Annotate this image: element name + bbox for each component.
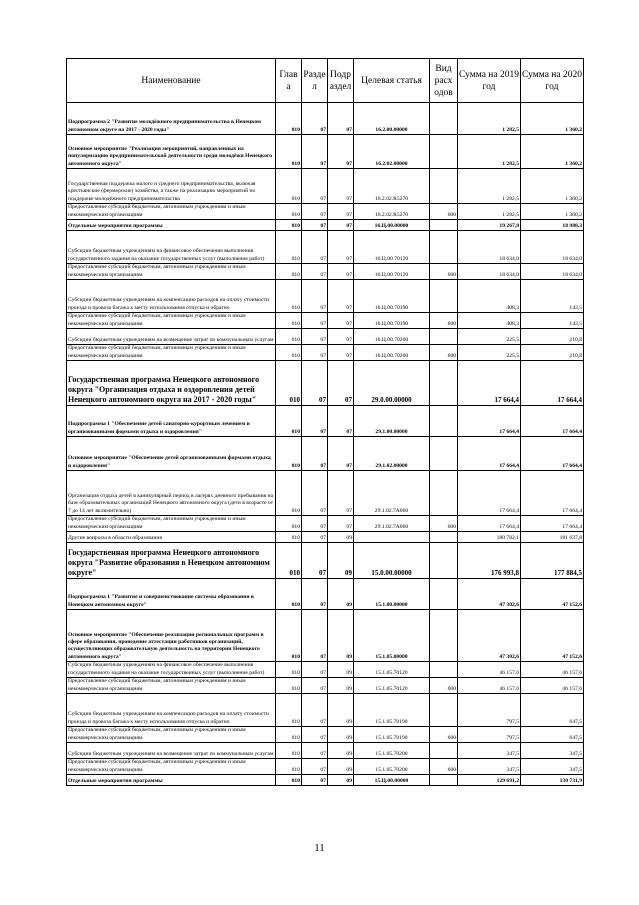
- cell-podrazdel: 07: [328, 135, 354, 169]
- cell-glava: 010: [276, 135, 302, 169]
- cell-article: 16.Ц.00.70190: [354, 280, 430, 313]
- cell-name: Предоставление субсидий бюджетным, автономным учреждениям и иным некоммерческим организациям: [67, 678, 276, 694]
- cell-article: 29.1.02.7А060: [354, 516, 430, 532]
- col-header-name: Наименование: [67, 59, 276, 103]
- col-header-glava: Глав а: [276, 59, 302, 103]
- cell-podrazdel: 07: [328, 361, 354, 406]
- table-row: [67, 313, 584, 329]
- cell-podrazdel: 09: [328, 579, 354, 610]
- cell-vid: [430, 532, 458, 543]
- cell-vid: 600: [430, 313, 458, 329]
- cell-glava: 010: [276, 694, 302, 727]
- table-row: [67, 204, 584, 220]
- cell-name: Отдельные мероприятия программы: [67, 775, 276, 786]
- cell-podrazdel: 07: [328, 280, 354, 313]
- table-row: [67, 471, 584, 516]
- cell-glava: 010: [276, 313, 302, 329]
- cell-sum2020: 1 360,2: [521, 204, 584, 220]
- cell-sum2020: 17 664,4: [521, 406, 584, 437]
- table-row: [67, 220, 584, 231]
- cell-glava: 010: [276, 610, 302, 662]
- cell-vid: [430, 694, 458, 727]
- cell-razdel: 07: [302, 516, 328, 532]
- cell-sum2019: 17 664,4: [458, 406, 521, 437]
- cell-article: 16.Ц.00.70200: [354, 329, 430, 345]
- cell-vid: [430, 437, 458, 471]
- cell-sum2019: 797,5: [458, 727, 521, 743]
- cell-article: 16.Ц.00.00000: [354, 220, 430, 231]
- cell-podrazdel: 07: [328, 231, 354, 264]
- cell-glava: 010: [276, 437, 302, 471]
- cell-razdel: 07: [302, 231, 328, 264]
- cell-sum2020: 210,8: [521, 345, 584, 361]
- table-header-row: [67, 59, 584, 103]
- cell-razdel: 07: [302, 532, 328, 543]
- cell-podrazdel: 09: [328, 543, 354, 579]
- cell-vid: [430, 135, 458, 169]
- cell-podrazdel: 07: [328, 516, 354, 532]
- cell-razdel: 07: [302, 169, 328, 204]
- cell-razdel: 07: [302, 264, 328, 280]
- cell-name: Основное мероприятие "Обеспечение реализации региональных программ в сфере образования, проведение аттестации работников организаций, осуществляющих образовательную деятельность на территории Ненецкого автономного округа": [67, 610, 276, 662]
- cell-name: Основное мероприятие "Обеспечение детей организованными формами отдыха и оздоровления": [67, 437, 276, 471]
- cell-sum2019: 46 157,6: [458, 678, 521, 694]
- cell-razdel: 07: [302, 329, 328, 345]
- cell-sum2019: 225,5: [458, 329, 521, 345]
- cell-sum2020: 143,5: [521, 280, 584, 313]
- cell-vid: [430, 329, 458, 345]
- cell-article: 15.1.05.70190: [354, 694, 430, 727]
- cell-podrazdel: 09: [328, 678, 354, 694]
- cell-podrazdel: 09: [328, 610, 354, 662]
- cell-article: 15.1.05.70200: [354, 759, 430, 775]
- cell-name: Субсидии бюджетным учреждениям на компенсацию расходов на оплату стоимости проезда и провоза багажа к месту использования отпуска и обратно: [67, 280, 276, 313]
- cell-article: 15.1.05.70120: [354, 662, 430, 678]
- cell-sum2019: 1 282,5: [458, 204, 521, 220]
- cell-article: 29.1.00.00000: [354, 406, 430, 437]
- cell-podrazdel: 09: [328, 727, 354, 743]
- cell-sum2019: 408,3: [458, 280, 521, 313]
- cell-name: Субсидии бюджетным учреждениям на компенсацию расходов на оплату стоимости проезда и провоза багажа к месту использования отпуска и обратно: [67, 694, 276, 727]
- cell-sum2020: 17 664,4: [521, 437, 584, 471]
- cell-podrazdel: 07: [328, 264, 354, 280]
- cell-sum2020: 17 664,4: [521, 471, 584, 516]
- cell-sum2020: 18 988,3: [521, 220, 584, 231]
- cell-glava: 010: [276, 678, 302, 694]
- cell-vid: [430, 579, 458, 610]
- table-body: [67, 103, 584, 786]
- cell-razdel: 07: [302, 694, 328, 727]
- cell-sum2019: 129 691,2: [458, 775, 521, 786]
- cell-name: Отдельные мероприятия программы: [67, 220, 276, 231]
- cell-sum2020: 130 731,9: [521, 775, 584, 786]
- cell-sum2019: 17 664,4: [458, 516, 521, 532]
- cell-vid: 600: [430, 204, 458, 220]
- cell-sum2019: 46 157,6: [458, 662, 521, 678]
- page-number: 11: [314, 842, 325, 854]
- cell-sum2019: 408,3: [458, 313, 521, 329]
- cell-sum2019: 17 664,4: [458, 437, 521, 471]
- cell-podrazdel: 09: [328, 662, 354, 678]
- cell-article: 16.Ц.00.70120: [354, 231, 430, 264]
- cell-glava: 010: [276, 743, 302, 759]
- cell-vid: [430, 280, 458, 313]
- cell-razdel: 07: [302, 678, 328, 694]
- cell-name: Предоставление субсидий бюджетным, автономным учреждениям и иным некоммерческим организациям: [67, 516, 276, 532]
- cell-vid: 600: [430, 759, 458, 775]
- table-row: [67, 694, 584, 727]
- cell-razdel: 07: [302, 204, 328, 220]
- cell-name: Предоставление субсидий бюджетным, автономным учреждениям и иным некоммерческим организациям: [67, 345, 276, 361]
- cell-name: Подпрограмма 1 "Развитие и совершенствование системы образования в Ненецком автономном округе": [67, 579, 276, 610]
- cell-sum2019: 47 302,6: [458, 579, 521, 610]
- cell-sum2019: 18 634,0: [458, 231, 521, 264]
- cell-sum2019: 1 282,5: [458, 103, 521, 135]
- table-row: [67, 406, 584, 437]
- cell-glava: 010: [276, 532, 302, 543]
- table-row: [67, 532, 584, 543]
- cell-sum2020: 647,5: [521, 694, 584, 727]
- cell-podrazdel: 07: [328, 406, 354, 437]
- cell-razdel: 07: [302, 135, 328, 169]
- cell-vid: 600: [430, 264, 458, 280]
- cell-sum2020: 18 634,0: [521, 231, 584, 264]
- cell-name: Организация отдыха детей в каникулярный период в лагерях дневного пребывания на базе образовательных организаций Ненецкого автономного округа (дети в возрасте от 7 до 14 лет включительно): [67, 471, 276, 516]
- cell-glava: 010: [276, 231, 302, 264]
- table-row: [67, 437, 584, 471]
- cell-vid: [430, 743, 458, 759]
- cell-vid: [430, 775, 458, 786]
- cell-sum2020: 18 634,0: [521, 264, 584, 280]
- table-row: [67, 345, 584, 361]
- cell-razdel: 07: [302, 775, 328, 786]
- cell-name: Предоставление субсидий бюджетным, автономным учреждениям и иным некоммерческим организациям: [67, 204, 276, 220]
- table-row: [67, 231, 584, 264]
- cell-sum2019: 797,5: [458, 694, 521, 727]
- cell-sum2020: 143,5: [521, 313, 584, 329]
- cell-razdel: 07: [302, 103, 328, 135]
- cell-glava: 010: [276, 543, 302, 579]
- cell-name: Государственная программа Ненецкого автономного округа "Организация отдыха и оздоровления детей Ненецкого автономного округа на 2017 - 2020 годы": [67, 361, 276, 406]
- cell-name: Другие вопросы в области образования: [67, 532, 276, 543]
- cell-article: 16.Ц.00.70200: [354, 345, 430, 361]
- col-header-podrazdel: Подр аздел: [328, 59, 354, 103]
- cell-sum2020: 1 360,2: [521, 103, 584, 135]
- cell-vid: [430, 406, 458, 437]
- cell-podrazdel: 09: [328, 775, 354, 786]
- cell-razdel: 07: [302, 610, 328, 662]
- cell-podrazdel: 07: [328, 204, 354, 220]
- cell-article: 16.2.00.00000: [354, 103, 430, 135]
- table-row: [67, 329, 584, 345]
- cell-razdel: 07: [302, 543, 328, 579]
- cell-sum2019: 225,5: [458, 345, 521, 361]
- cell-razdel: 07: [302, 437, 328, 471]
- col-header-article: Целевая статья: [354, 59, 430, 103]
- cell-vid: 600: [430, 678, 458, 694]
- cell-article: 15.1.05.70190: [354, 727, 430, 743]
- table-row: [67, 743, 584, 759]
- cell-article: 15.Ц.00.00000: [354, 775, 430, 786]
- cell-podrazdel: 09: [328, 759, 354, 775]
- cell-article: 15.1.00.00000: [354, 579, 430, 610]
- cell-name: Предоставление субсидий бюджетным, автономным учреждениям и иным некоммерческим организациям: [67, 313, 276, 329]
- cell-podrazdel: 07: [328, 471, 354, 516]
- cell-vid: 600: [430, 516, 458, 532]
- cell-glava: 010: [276, 727, 302, 743]
- cell-glava: 010: [276, 406, 302, 437]
- cell-sum2020: 210,8: [521, 329, 584, 345]
- cell-sum2019: 17 664,4: [458, 361, 521, 406]
- cell-podrazdel: 09: [328, 532, 354, 543]
- col-header-sum2019: Сумма на 2019 год: [458, 59, 521, 103]
- cell-sum2019: 176 993,8: [458, 543, 521, 579]
- table-row: [67, 610, 584, 662]
- cell-sum2020: 347,5: [521, 759, 584, 775]
- cell-sum2020: 1 360,2: [521, 135, 584, 169]
- cell-vid: [430, 361, 458, 406]
- table-row: [67, 169, 584, 204]
- cell-article: 15.0.00.00000: [354, 543, 430, 579]
- cell-glava: 010: [276, 775, 302, 786]
- cell-article: [354, 532, 430, 543]
- cell-podrazdel: 07: [328, 437, 354, 471]
- cell-podrazdel: 07: [328, 313, 354, 329]
- cell-sum2019: 1 282,5: [458, 135, 521, 169]
- cell-sum2020: 347,5: [521, 743, 584, 759]
- cell-sum2019: 47 302,6: [458, 610, 521, 662]
- cell-razdel: 07: [302, 313, 328, 329]
- cell-sum2019: 1 282,5: [458, 169, 521, 204]
- cell-vid: [430, 662, 458, 678]
- cell-sum2019: 18 634,0: [458, 264, 521, 280]
- cell-article: 16.Ц.00.70190: [354, 313, 430, 329]
- cell-article: 29.0.00.00000: [354, 361, 430, 406]
- cell-glava: 010: [276, 169, 302, 204]
- cell-glava: 010: [276, 516, 302, 532]
- table-row: [67, 662, 584, 678]
- cell-sum2020: 181 637,8: [521, 532, 584, 543]
- cell-glava: 010: [276, 264, 302, 280]
- cell-name: Предоставление субсидий бюджетным, автономным учреждениям и иным некоммерческим организациям: [67, 264, 276, 280]
- cell-name: Субсидии бюджетным учреждениям на возмещение затрат по коммунальным услугам: [67, 743, 276, 759]
- cell-article: 15.1.05.00000: [354, 610, 430, 662]
- table-row: [67, 678, 584, 694]
- cell-podrazdel: 09: [328, 743, 354, 759]
- cell-glava: 010: [276, 204, 302, 220]
- cell-vid: [430, 220, 458, 231]
- table-row: [67, 280, 584, 313]
- cell-vid: 600: [430, 345, 458, 361]
- table-row: [67, 516, 584, 532]
- col-header-vid: Вид расх одов: [430, 59, 458, 103]
- cell-vid: [430, 169, 458, 204]
- cell-podrazdel: 07: [328, 169, 354, 204]
- cell-article: 15.1.05.70200: [354, 743, 430, 759]
- cell-name: Подпрограмма 2 "Развитие молодёжного предпринимательства в Ненецком автономном округе на 2017 - 2020 годы": [67, 103, 276, 135]
- cell-glava: 010: [276, 579, 302, 610]
- cell-sum2020: 46 157,6: [521, 678, 584, 694]
- cell-podrazdel: 07: [328, 103, 354, 135]
- cell-vid: [430, 543, 458, 579]
- cell-vid: 600: [430, 727, 458, 743]
- cell-article: 16.2.02.R5270: [354, 169, 430, 204]
- cell-article: 29.1.02.7А060: [354, 471, 430, 516]
- cell-sum2020: 17 664,4: [521, 516, 584, 532]
- cell-razdel: 07: [302, 220, 328, 231]
- cell-razdel: 07: [302, 743, 328, 759]
- cell-article: 29.1.02.00000: [354, 437, 430, 471]
- cell-sum2019: 19 267,8: [458, 220, 521, 231]
- cell-article: 16.Ц.00.70120: [354, 264, 430, 280]
- cell-podrazdel: 07: [328, 220, 354, 231]
- cell-sum2019: 347,5: [458, 759, 521, 775]
- cell-sum2019: 17 664,4: [458, 471, 521, 516]
- cell-glava: 010: [276, 345, 302, 361]
- cell-name: Предоставление субсидий бюджетным, автономным учреждениям и иным некоммерческим организациям: [67, 727, 276, 743]
- cell-sum2020: 17 664,4: [521, 361, 584, 406]
- cell-vid: [430, 231, 458, 264]
- table-row: [67, 759, 584, 775]
- cell-glava: 010: [276, 280, 302, 313]
- cell-sum2020: 1 360,2: [521, 169, 584, 204]
- table-row: [67, 103, 584, 135]
- cell-name: Предоставление субсидий бюджетным, автономным учреждениям и иным некоммерческим организациям: [67, 759, 276, 775]
- table-row: [67, 264, 584, 280]
- cell-vid: [430, 471, 458, 516]
- table-row: [67, 135, 584, 169]
- cell-sum2020: 47 152,6: [521, 610, 584, 662]
- cell-razdel: 07: [302, 662, 328, 678]
- cell-razdel: 07: [302, 361, 328, 406]
- cell-podrazdel: 07: [328, 329, 354, 345]
- cell-sum2019: 180 782,1: [458, 532, 521, 543]
- table-row: [67, 579, 584, 610]
- cell-name: Государственная программа Ненецкого автономного округа "Развитие образования в Ненецком автономном округе": [67, 543, 276, 579]
- cell-article: 16.2.02.00000: [354, 135, 430, 169]
- table-row: [67, 543, 584, 579]
- cell-sum2020: 647,5: [521, 727, 584, 743]
- cell-glava: 010: [276, 662, 302, 678]
- table-row: [67, 775, 584, 786]
- cell-podrazdel: 07: [328, 345, 354, 361]
- cell-name: Основное мероприятие "Реализация мероприятий, направленных на популяризацию предпринимательской деятельности среди молодёжи Ненецкого автономного округа": [67, 135, 276, 169]
- cell-razdel: 07: [302, 579, 328, 610]
- table-row: [67, 361, 584, 406]
- cell-name: Субсидии бюджетным учреждениям на финансовое обеспечение выполнения государственного задания на оказание государственных услуг (выполнение работ): [67, 662, 276, 678]
- cell-razdel: 07: [302, 280, 328, 313]
- cell-glava: 010: [276, 361, 302, 406]
- table-row: [67, 727, 584, 743]
- cell-sum2020: 47 152,6: [521, 579, 584, 610]
- cell-razdel: 07: [302, 759, 328, 775]
- cell-glava: 010: [276, 329, 302, 345]
- col-header-sum2020: Сумма на 2020 год: [521, 59, 584, 103]
- budget-table: [66, 58, 584, 786]
- cell-name: Субсидии бюджетным учреждениям на возмещение затрат по коммунальным услугам: [67, 329, 276, 345]
- cell-sum2020: 177 884,5: [521, 543, 584, 579]
- cell-article: 16.2.02.R5270: [354, 204, 430, 220]
- cell-name: Подпрограмма 1 "Обеспечение детей санаторно-курортным лечением и организованными формами отдыха и оздоровления": [67, 406, 276, 437]
- cell-sum2020: 46 157,6: [521, 662, 584, 678]
- cell-sum2019: 347,5: [458, 743, 521, 759]
- cell-article: 15.1.05.70120: [354, 678, 430, 694]
- cell-vid: [430, 610, 458, 662]
- col-header-razdel: Разде л: [302, 59, 328, 103]
- cell-razdel: 07: [302, 345, 328, 361]
- cell-glava: 010: [276, 220, 302, 231]
- cell-razdel: 07: [302, 471, 328, 516]
- cell-name: Субсидии бюджетным учреждениям на финансовое обеспечение выполнения государственного задания на оказание государственных услуг (выполнение работ): [67, 231, 276, 264]
- cell-podrazdel: 09: [328, 694, 354, 727]
- cell-glava: 010: [276, 471, 302, 516]
- cell-razdel: 07: [302, 406, 328, 437]
- cell-vid: [430, 103, 458, 135]
- cell-name: Государственная поддержка малого и среднего предпринимательства, включая крестьянские (фермерские) хозяйства, а также на реализацию мероприятий по поддержке молодёжного предпринимательства: [67, 169, 276, 204]
- cell-glava: 010: [276, 759, 302, 775]
- cell-glava: 010: [276, 103, 302, 135]
- cell-razdel: 07: [302, 727, 328, 743]
